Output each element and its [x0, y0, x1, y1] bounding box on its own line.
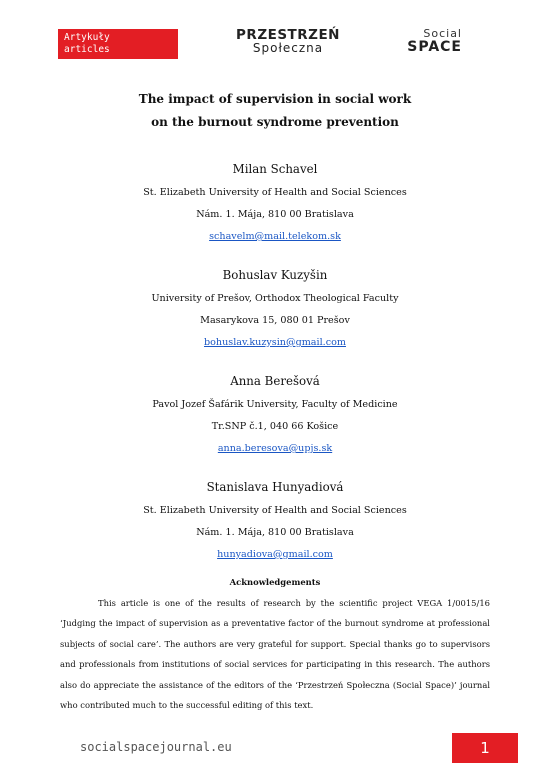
author-name: Anna Berešová — [230, 374, 320, 388]
logo-left-small: Społeczna — [252, 41, 324, 55]
author-address: Masarykova 15, 080 01 Prešov — [200, 315, 350, 326]
acknowledgements-heading: Acknowledgements — [229, 577, 321, 587]
author-block-1 — [60, 162, 490, 243]
author-email-link[interactable]: bohuslav.kuzysin@gmail.com — [204, 337, 346, 348]
logo-left-big: PRZESTRZEŃ — [236, 27, 340, 43]
section-tag — [58, 29, 178, 59]
paper-front-matter — [60, 88, 490, 561]
author-affiliation: St. Elizabeth University of Health and Social Sciences — [143, 187, 407, 198]
section-tag-line1: Artykuły — [64, 32, 110, 43]
author-address: Nám. 1. Mája, 810 00 Bratislava — [196, 209, 354, 220]
acknowledgements-text: This article is one of the results of research by the scientific project VEGA 1/0015/16 ‘Judging the impact of supervision as a preventative factor of the burnout syndrome at professional subjects of social care’. The authors are very grateful for support. Special thanks go to supervisors and professionals from institutions of social services for participating in this research. The authors also do appreciate the assistance of the editors of the ‘Przestrzeń Społeczna (Social Space)’ journal who contributed much to the successful editing of this text. — [60, 598, 490, 711]
paper-title-line1: The impact of supervision in social work — [138, 92, 412, 106]
social-space-logo — [382, 28, 462, 55]
author-address: Tr.SNP č.1, 040 66 Košice — [211, 421, 339, 432]
author-email-link[interactable]: hunyadiova@gmail.com — [217, 549, 333, 560]
author-affiliation: St. Elizabeth University of Health and Social Sciences — [143, 505, 407, 516]
author-name: Stanislava Hunyadiová — [206, 480, 344, 494]
author-block-3 — [60, 374, 490, 455]
przestrzen-spoleczna-logo — [228, 28, 348, 55]
logo-right-small: Social — [423, 27, 462, 40]
author-email-link[interactable]: anna.beresova@upjs.sk — [217, 443, 333, 454]
page-number-badge: 1 — [452, 733, 518, 763]
author-email-link[interactable]: schavelm@mail.telekom.sk — [209, 231, 341, 242]
author-name: Milan Schavel — [232, 162, 318, 176]
author-block-2 — [60, 268, 490, 349]
author-affiliation: Pavol Jozef Šafárik University, Faculty of Medicine — [152, 399, 398, 410]
author-block-4 — [60, 480, 490, 561]
author-address: Nám. 1. Mája, 810 00 Bratislava — [196, 527, 354, 538]
author-name: Bohuslav Kuzyšin — [222, 268, 328, 282]
paper-title-line2: on the burnout syndrome prevention — [151, 115, 399, 129]
section-tag-line2: articles — [64, 44, 110, 55]
author-affiliation: University of Prešov, Orthodox Theological Faculty — [151, 293, 399, 304]
journal-site-url[interactable]: socialspacejournal.eu — [80, 740, 232, 754]
logo-right-big: SPACE — [407, 39, 462, 55]
